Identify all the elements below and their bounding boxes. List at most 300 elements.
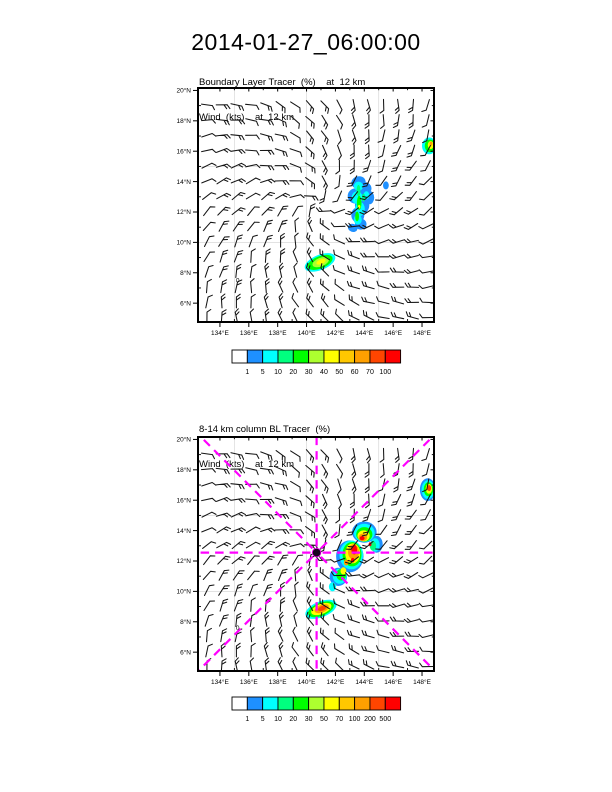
- colorbar-label: 1: [245, 716, 250, 723]
- wind-barb: [360, 573, 374, 578]
- wind-barb: [335, 279, 344, 290]
- wind-barb: [321, 294, 328, 307]
- colorbar-label: 60: [350, 369, 359, 376]
- wind-barb: [261, 134, 273, 141]
- wind-barb: [365, 145, 369, 159]
- colorbar-segment: [370, 350, 385, 363]
- wind-barb: [295, 567, 299, 581]
- wind-barb: [409, 464, 413, 478]
- wind-barb: [376, 192, 388, 201]
- wind-barb: [275, 483, 287, 490]
- wind-barb: [203, 571, 215, 579]
- wind-barb: [333, 191, 342, 202]
- wind-barb: [221, 629, 227, 642]
- wind-barb: [352, 464, 356, 478]
- wind-barb: [419, 556, 431, 564]
- wind-barb: [307, 582, 314, 595]
- colorbar-segment: [278, 697, 293, 710]
- wind-barb: [236, 294, 240, 308]
- wind-barb: [338, 145, 342, 159]
- wind-barb: [351, 100, 355, 114]
- wind-barb: [321, 309, 329, 321]
- wind-barb: [246, 165, 260, 168]
- wind-barb: [219, 237, 230, 247]
- wind-barb: [291, 451, 301, 462]
- wind-barb: [231, 135, 244, 140]
- wind-barb: [202, 469, 216, 473]
- wind-barb: [336, 658, 344, 670]
- wind-barb: [348, 615, 360, 623]
- wind-barb: [294, 263, 297, 277]
- zero-contour-label: 0: [235, 625, 240, 633]
- wind-barb: [290, 513, 301, 522]
- wind-barb: [246, 150, 259, 155]
- wind-barb: [405, 176, 416, 185]
- colorbar-label: 5: [260, 369, 265, 376]
- wind-barb: [291, 481, 301, 491]
- wind-barb: [378, 130, 385, 142]
- wind-barb: [376, 602, 390, 606]
- wind-barb: [394, 479, 399, 492]
- wind-barb: [264, 294, 268, 308]
- wind-barb: [422, 449, 430, 461]
- wind-barb: [216, 468, 229, 473]
- wind-barb: [281, 234, 285, 248]
- wind-barb: [306, 178, 315, 189]
- wind-barb: [306, 466, 314, 478]
- wind-barb: [335, 628, 344, 639]
- wind-barb: [248, 556, 260, 565]
- zero-contour-label: 0: [235, 277, 240, 285]
- wind-barb: [390, 617, 404, 621]
- wind-barb: [306, 147, 314, 159]
- wind-barb: [420, 647, 433, 652]
- wind-barb: [246, 193, 260, 199]
- wind-barb: [404, 573, 418, 579]
- wind-barb: [321, 131, 328, 144]
- wind-barb: [236, 643, 240, 657]
- wind-barb: [376, 662, 389, 668]
- wind-barb: [236, 264, 241, 277]
- figure-title: 2014-01-27_06:00:00: [191, 29, 421, 55]
- colorbar-label: 20: [289, 716, 298, 723]
- wind-barb: [246, 135, 260, 139]
- wind-barb: [216, 105, 230, 109]
- wind-barb: [321, 450, 329, 462]
- wind-barb: [362, 615, 374, 623]
- colorbar-label: 1: [245, 369, 250, 376]
- wind-barb: [279, 612, 283, 626]
- wind-barb: [290, 498, 302, 506]
- wind-barb: [231, 163, 245, 168]
- colorbar-segment: [339, 697, 354, 710]
- wind-barb: [321, 279, 330, 291]
- wind-barb: [378, 145, 385, 158]
- wind-barb: [246, 104, 259, 109]
- wind-barb: [308, 567, 312, 581]
- wind-barb: [350, 145, 354, 159]
- wind-barb: [320, 219, 329, 230]
- wind-barb: [419, 285, 433, 288]
- wind-barb: [290, 164, 301, 173]
- wind-barb: [321, 101, 329, 113]
- wind-barb: [391, 312, 404, 318]
- wind-barb: [206, 295, 213, 308]
- wind-barb: [234, 600, 242, 611]
- wind-barb: [248, 207, 260, 216]
- wind-barb: [393, 115, 399, 128]
- wind-barb: [265, 309, 269, 323]
- wind-barb: [275, 149, 287, 157]
- wind-barb: [381, 115, 385, 129]
- wind-barb: [219, 586, 230, 596]
- wind-barb: [365, 130, 369, 144]
- wind-barb: [204, 556, 215, 565]
- wind-barb: [202, 163, 216, 168]
- wind-barb: [231, 484, 244, 489]
- wind-barb: [352, 479, 356, 493]
- wind-barb: [390, 557, 403, 564]
- wind-barb: [293, 248, 297, 262]
- wind-barb: [404, 557, 418, 563]
- wind-barb: [279, 569, 288, 580]
- wind-barb: [350, 160, 354, 174]
- wind-barb: [422, 115, 429, 127]
- wind-barb: [231, 150, 245, 154]
- wind-barb: [205, 236, 215, 247]
- wind-barb: [362, 297, 375, 303]
- wind-barb: [218, 207, 230, 215]
- wind-barb: [365, 479, 369, 493]
- wind-barb: [390, 268, 404, 272]
- wind-barb: [231, 179, 245, 183]
- wind-barb: [205, 266, 213, 278]
- wind-barb: [202, 134, 216, 138]
- wind-barb: [419, 573, 433, 578]
- x-axis-tick-label: 138°E: [268, 330, 287, 337]
- wind-barb: [336, 309, 344, 321]
- wind-barb: [291, 465, 299, 477]
- wind-barb: [405, 510, 416, 519]
- wind-barb: [380, 99, 384, 113]
- wind-barb: [216, 135, 230, 139]
- wind-barb: [202, 512, 216, 517]
- wind-barb: [246, 178, 260, 184]
- wind-barb: [405, 541, 416, 550]
- wind-barb: [264, 220, 273, 231]
- wind-barb: [419, 603, 433, 606]
- wind-barb: [221, 280, 227, 293]
- y-axis-tick-label: 6°N: [180, 300, 191, 308]
- wind-barb: [308, 218, 312, 232]
- wind-barb: [231, 120, 245, 124]
- wind-barb: [264, 569, 273, 580]
- wind-barb: [293, 309, 298, 323]
- x-axis-tick-label: 144°E: [355, 679, 374, 686]
- wind-barb: [334, 250, 345, 259]
- wind-barb: [309, 204, 315, 217]
- wind-barb: [307, 294, 314, 307]
- wind-barb: [231, 104, 244, 111]
- wind-barb: [322, 510, 327, 524]
- wind-barb: [220, 266, 229, 277]
- wind-barb: [322, 464, 328, 478]
- colorbar-label: 40: [320, 369, 328, 376]
- x-axis-tick-label: 140°E: [297, 330, 316, 337]
- wind-barb: [323, 145, 328, 159]
- wind-barb: [261, 103, 272, 111]
- wind-barb: [322, 115, 328, 129]
- colorbar-segment: [324, 697, 339, 710]
- wind-barb: [322, 161, 327, 175]
- wind-barb: [322, 176, 327, 190]
- wind-barb: [405, 192, 416, 201]
- wind-barb: [231, 512, 245, 517]
- wind-barb: [362, 281, 374, 288]
- wind-barb: [405, 283, 419, 287]
- colorbar-label: 70: [366, 369, 374, 376]
- wind-barb: [337, 449, 342, 463]
- wind-barb: [204, 252, 215, 262]
- wind-barb: [278, 309, 283, 323]
- wind-barb: [407, 479, 415, 491]
- wind-barb: [246, 468, 258, 475]
- colorbar-segment: [263, 697, 278, 710]
- wind-barb: [249, 584, 257, 596]
- wind-barb: [420, 314, 434, 318]
- wind-barb: [390, 192, 403, 199]
- wind-barb: [404, 619, 418, 623]
- wind-barb: [338, 494, 342, 508]
- wind-barb: [275, 181, 289, 185]
- wind-barb: [350, 494, 354, 508]
- wind-barb: [419, 634, 433, 637]
- wind-barb: [391, 176, 400, 187]
- tracer-patch: [360, 536, 365, 540]
- x-axis-tick-label: 148°E: [413, 330, 431, 337]
- wind-barb: [265, 263, 269, 277]
- wind-barb: [391, 661, 404, 667]
- wind-barb: [331, 209, 345, 213]
- colorbar-segment: [355, 697, 370, 710]
- wind-barb: [249, 235, 257, 247]
- wind-barb: [419, 541, 431, 549]
- colorbar-segment: [309, 350, 324, 363]
- y-axis-tick-label: 16°N: [176, 497, 191, 505]
- wind-barb: [264, 235, 273, 246]
- y-axis-tick-label: 14°N: [176, 178, 191, 186]
- wind-barb: [219, 221, 229, 231]
- wind-barb: [203, 222, 215, 230]
- wind-barb: [375, 589, 389, 593]
- wind-barb: [246, 453, 259, 458]
- wind-barb: [276, 193, 290, 199]
- wind-barb: [291, 102, 301, 113]
- wind-barb: [336, 160, 340, 174]
- wind-barb: [262, 556, 274, 564]
- bottom-panel-subtitle-line2: Wind (kts) at 12 km: [199, 458, 295, 470]
- wind-barb: [321, 480, 328, 493]
- wind-barb: [395, 99, 399, 113]
- wind-barb: [217, 498, 231, 502]
- wind-barb: [381, 464, 385, 478]
- wind-barb: [216, 513, 230, 517]
- wind-barb: [361, 587, 375, 591]
- wind-barb: [407, 145, 415, 157]
- x-axis-tick-label: 136°E: [239, 679, 258, 686]
- wind-barb: [292, 643, 299, 656]
- colorbar-segment: [385, 697, 400, 710]
- wind-barb: [419, 588, 433, 593]
- wind-barb: [320, 191, 326, 204]
- wind-barb: [405, 648, 419, 652]
- wind-barb: [404, 603, 418, 607]
- tracer-patch: [362, 194, 365, 202]
- wind-barb: [250, 614, 256, 627]
- wind-barb: [362, 630, 374, 637]
- wind-barb: [293, 555, 303, 565]
- bottom-panel-subtitle-line1: 8-14 km column BL Tracer (%): [199, 424, 331, 435]
- wind-barb: [335, 524, 340, 537]
- wind-barb: [265, 628, 269, 642]
- wind-barb: [246, 499, 259, 504]
- wind-barb: [251, 249, 255, 262]
- wind-barb: [293, 206, 303, 216]
- wind-barb: [251, 628, 255, 642]
- colorbar-label: 20: [289, 369, 298, 376]
- wind-barb: [389, 573, 403, 577]
- wind-barb: [292, 294, 299, 307]
- wind-barb: [202, 498, 216, 501]
- colorbar-label: 10: [274, 369, 282, 376]
- wind-barb: [409, 99, 414, 112]
- tracer-patch: [341, 567, 347, 574]
- wind-barb: [235, 235, 243, 247]
- wind-barb: [306, 527, 315, 538]
- wind-barb: [419, 239, 433, 244]
- colorbar-label: 100: [379, 369, 392, 376]
- wind-barb: [376, 253, 390, 257]
- wind-barb: [404, 270, 418, 274]
- x-axis-tick-label: 138°E: [268, 679, 287, 686]
- colorbar-segment: [278, 350, 293, 363]
- wind-barb: [409, 115, 413, 129]
- wind-barb: [251, 279, 255, 293]
- wind-barb: [348, 599, 360, 607]
- wind-barb: [349, 660, 360, 669]
- wind-barb: [250, 658, 253, 672]
- colorbar-segment: [385, 350, 400, 363]
- wind-barb: [217, 542, 231, 547]
- x-axis-tick-label: 134°E: [211, 330, 229, 337]
- wind-barb: [231, 499, 245, 503]
- y-axis-tick-label: 18°N: [176, 467, 191, 475]
- wind-barb: [307, 278, 312, 292]
- colorbar-segment: [324, 350, 339, 363]
- wind-barb: [202, 453, 215, 459]
- x-axis-tick-label: 140°E: [297, 679, 316, 686]
- wind-barb: [275, 134, 287, 140]
- tracer-patch: [355, 212, 359, 222]
- wind-barb: [290, 181, 304, 185]
- wind-barb: [306, 309, 314, 321]
- wind-barb: [218, 556, 230, 564]
- wind-barb: [221, 294, 225, 308]
- wind-barb: [276, 542, 290, 548]
- wind-barb: [404, 254, 418, 258]
- wind-barb: [219, 570, 229, 580]
- wind-barb: [260, 150, 274, 154]
- wind-barb: [276, 102, 285, 113]
- wind-barb: [391, 525, 400, 536]
- wind-barb: [290, 544, 304, 547]
- wind-barb: [390, 255, 404, 259]
- wind-barb: [264, 643, 268, 657]
- wind-barb: [276, 451, 285, 462]
- wind-barb: [392, 161, 401, 172]
- wind-barb: [349, 295, 359, 305]
- wind-barb: [293, 278, 298, 292]
- wind-barb: [293, 597, 297, 611]
- wind-barb: [348, 266, 360, 274]
- x-axis-tick-label: 142°E: [326, 679, 345, 686]
- colorbar-label: 10: [274, 716, 282, 723]
- y-axis-tick-label: 8°N: [180, 618, 191, 626]
- wind-barb: [405, 299, 419, 303]
- y-axis-tick-label: 20°N: [176, 87, 191, 95]
- x-axis-tick-label: 146°E: [384, 330, 403, 337]
- wind-barb: [262, 541, 275, 548]
- wind-barb: [376, 525, 387, 534]
- wind-barb: [250, 309, 253, 323]
- storm-motion-ray: [321, 437, 432, 548]
- wind-barb: [202, 104, 215, 110]
- wind-barb: [375, 558, 389, 563]
- wind-barb: [392, 495, 401, 506]
- wind-barb: [279, 220, 288, 231]
- wind-barb: [422, 100, 430, 112]
- wind-barb: [290, 149, 302, 157]
- wind-barb: [392, 297, 404, 304]
- wind-barb: [279, 263, 283, 277]
- wind-barb: [392, 510, 401, 521]
- wind-barb: [295, 582, 299, 596]
- wind-barb: [306, 496, 314, 508]
- wind-barb: [294, 612, 297, 626]
- top-panel-subtitle-line1: Boundary Layer Tracer (%) at 12 km: [199, 77, 366, 88]
- wind-barb: [233, 222, 244, 231]
- x-axis-tick-label: 136°E: [239, 330, 258, 337]
- wind-barb: [419, 177, 431, 185]
- wind-barb: [376, 313, 389, 319]
- y-axis-tick-label: 8°N: [180, 269, 191, 277]
- top-panel-subtitle-line2: Wind (kts) at 12 km: [199, 111, 295, 123]
- wind-barb: [419, 207, 431, 215]
- colorbar-label: 5: [260, 716, 265, 723]
- wind-barb: [278, 627, 283, 641]
- wind-barb: [233, 571, 244, 580]
- wind-barb: [234, 251, 242, 262]
- wind-barb: [275, 498, 287, 506]
- wind-barb: [279, 643, 283, 657]
- wind-barb: [280, 249, 284, 262]
- wind-barb: [375, 240, 389, 244]
- wind-barb: [251, 294, 255, 308]
- wind-barb: [378, 494, 385, 506]
- tracer-patch: [357, 185, 361, 197]
- wind-barb: [335, 175, 340, 188]
- wind-barb: [349, 311, 360, 320]
